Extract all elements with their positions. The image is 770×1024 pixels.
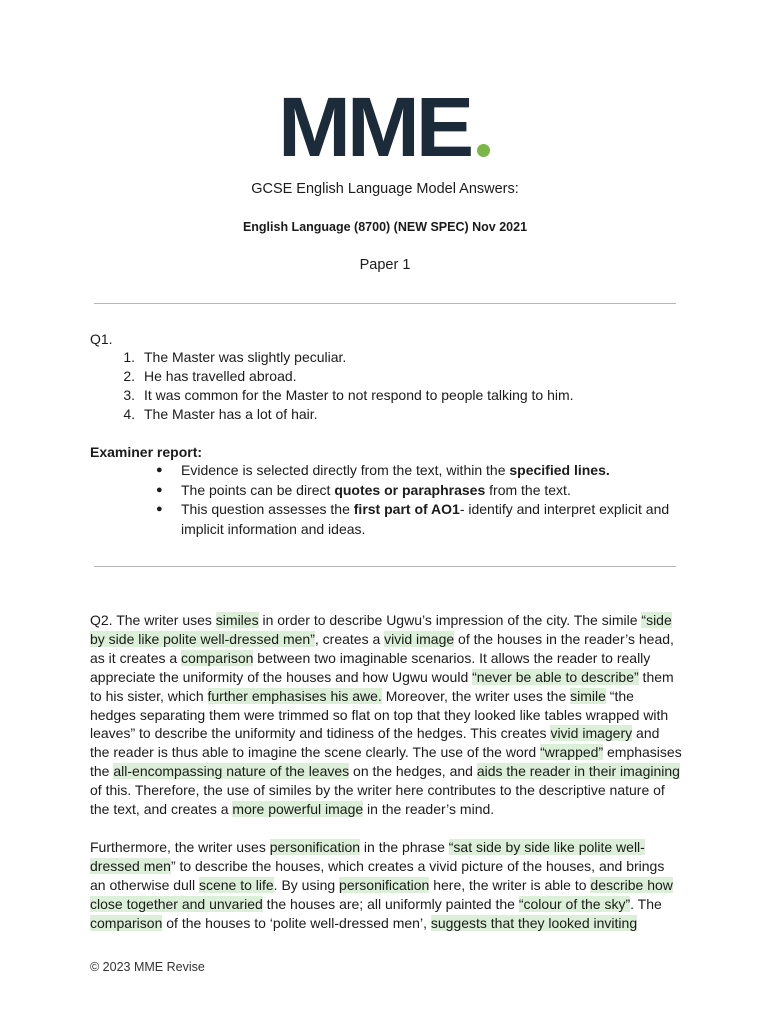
paragraph-text: . By using (273, 876, 340, 893)
logo-wordmark: MME (278, 92, 472, 162)
bullet-emphasis: quotes or paraphrases (334, 481, 486, 498)
highlighted-phrase: comparison (181, 649, 254, 666)
highlighted-phrase: personification (269, 839, 361, 855)
paragraph-text: here, the writer is able to (429, 876, 591, 893)
paragraph-text: ” to describe the houses, which creates a vivid picture of the houses, and brings an otherwise dull (90, 857, 665, 893)
highlighted-phrase: more powerful image (232, 801, 364, 818)
q1-label: Q1. (90, 331, 113, 347)
exam-spec: English Language (8700) (NEW SPEC) Nov 2021 (242, 220, 528, 234)
highlighted-phrase: “sat side by side like polite well-dressed men (90, 839, 645, 874)
list-text: The Master was slightly peculiar. (144, 349, 347, 365)
list-item (90, 348, 574, 367)
list-text: He has travelled abroad. (144, 368, 297, 384)
bullet-text: - identify and interpret explicit and implicit information and ideas. (181, 501, 670, 537)
bullet-emphasis: first part of AO1 (353, 501, 460, 517)
highlighted-phrase: “wrapped” (540, 744, 604, 761)
bullet-text: This question assesses the (181, 501, 354, 517)
highlighted-phrase: all-encompassing nature of the leaves (113, 763, 350, 780)
highlighted-phrase: vivid image (384, 630, 455, 647)
document-subtitle: GCSE English Language Model Answers: (251, 181, 519, 197)
bullet-text: from the text. (485, 481, 571, 498)
list-number: 3. (123, 387, 135, 403)
paragraph-text: Furthermore, the writer uses (90, 839, 270, 855)
q2-paragraph-1 (90, 611, 682, 819)
highlighted-phrase: comparison (90, 914, 163, 931)
divider (94, 566, 676, 567)
highlighted-phrase: suggests that they looked inviting (430, 914, 638, 931)
bullet-item (155, 461, 675, 481)
copyright-footer: © 2023 MME Revise (90, 960, 205, 974)
highlighted-phrase: “side by side like polite well-dressed men” (90, 612, 672, 647)
mme-logo-graphic (278, 92, 508, 162)
list-item (90, 367, 574, 386)
examiner-report-title: Examiner report: (90, 444, 203, 460)
highlighted-phrase: describe how close together and unvaried (90, 876, 673, 912)
paragraph-text: Q2. The writer uses (90, 612, 216, 628)
paragraph-text: of this. Therefore, the use of similes by the writer here contributes to the descriptive nature of the text, and creates a (90, 782, 665, 818)
list-text: The Master has a lot of hair. (144, 406, 318, 422)
mme-logo (278, 92, 508, 162)
paragraph-text: in the reader’s mind. (363, 801, 495, 818)
q1-answer-list (90, 348, 574, 424)
paragraph-text: and the reader is thus able to imagine the scene clearly. The use of the word (90, 725, 660, 761)
paragraph-text: between two imaginable scenarios. It allows the reader to really appreciate the uniformity of the houses and how Ugwu would (90, 649, 651, 685)
bullet-emphasis: specified lines. (509, 462, 610, 478)
paragraph-text: on the hedges, and (349, 763, 477, 780)
q2-paragraph-2 (90, 838, 682, 933)
bullet-icon: ● (156, 483, 163, 496)
bullet-icon: ● (156, 503, 163, 515)
list-item (90, 386, 574, 405)
bullet-item (155, 500, 675, 539)
examiner-bullets (155, 461, 675, 539)
bullet-icon: ● (156, 464, 163, 476)
highlighted-phrase: “colour of the sky” (518, 895, 631, 912)
highlighted-phrase: further emphasises his awe. (207, 687, 382, 704)
highlighted-phrase: aids the reader in their imagining (476, 763, 680, 780)
paragraph-text: of the houses in the reader’s head, as it creates a (90, 630, 674, 666)
bullet-text: Evidence is selected directly from the text, within the (181, 462, 510, 478)
list-number: 2. (123, 368, 135, 384)
paper-label: Paper 1 (359, 257, 411, 273)
bullet-item (155, 481, 675, 501)
logo-dot (477, 144, 490, 157)
bullet-text: The points can be direct (181, 481, 335, 498)
list-item (90, 405, 574, 424)
highlighted-phrase: vivid imagery (550, 725, 633, 742)
paragraph-text: . The (630, 895, 662, 912)
highlighted-phrase: simile (570, 687, 606, 704)
paragraph-text: emphasises the (90, 744, 682, 780)
highlighted-phrase: “never be able to describe” (472, 668, 639, 685)
paragraph-text: , creates a (314, 630, 385, 647)
divider (94, 303, 676, 304)
highlighted-phrase: personification (339, 876, 430, 893)
paragraph-text: Moreover, the writer uses the (381, 687, 571, 704)
paragraph-text: them to his sister, which (90, 668, 674, 704)
list-number: 1. (123, 349, 135, 365)
paragraph-text: in the phrase (360, 839, 449, 855)
paragraph-text: the houses are; all uniformly painted the (262, 895, 519, 912)
paragraph-text: of the houses to ‘polite well-dressed men’, (162, 914, 431, 931)
paragraph-text: “the hedges separating them were trimmed so flat on top that they looked like tables wrapped with leaves” to describe the uniformity and tidiness of the hedges. This creates (90, 687, 669, 742)
highlighted-phrase: scene to life (198, 876, 274, 893)
highlighted-phrase: similes (215, 612, 259, 628)
list-text: It was common for the Master to not respond to people talking to him. (144, 387, 574, 403)
list-number: 4. (123, 406, 135, 422)
paragraph-text: in order to describe Ugwu’s impression of the city. The simile (258, 612, 642, 628)
